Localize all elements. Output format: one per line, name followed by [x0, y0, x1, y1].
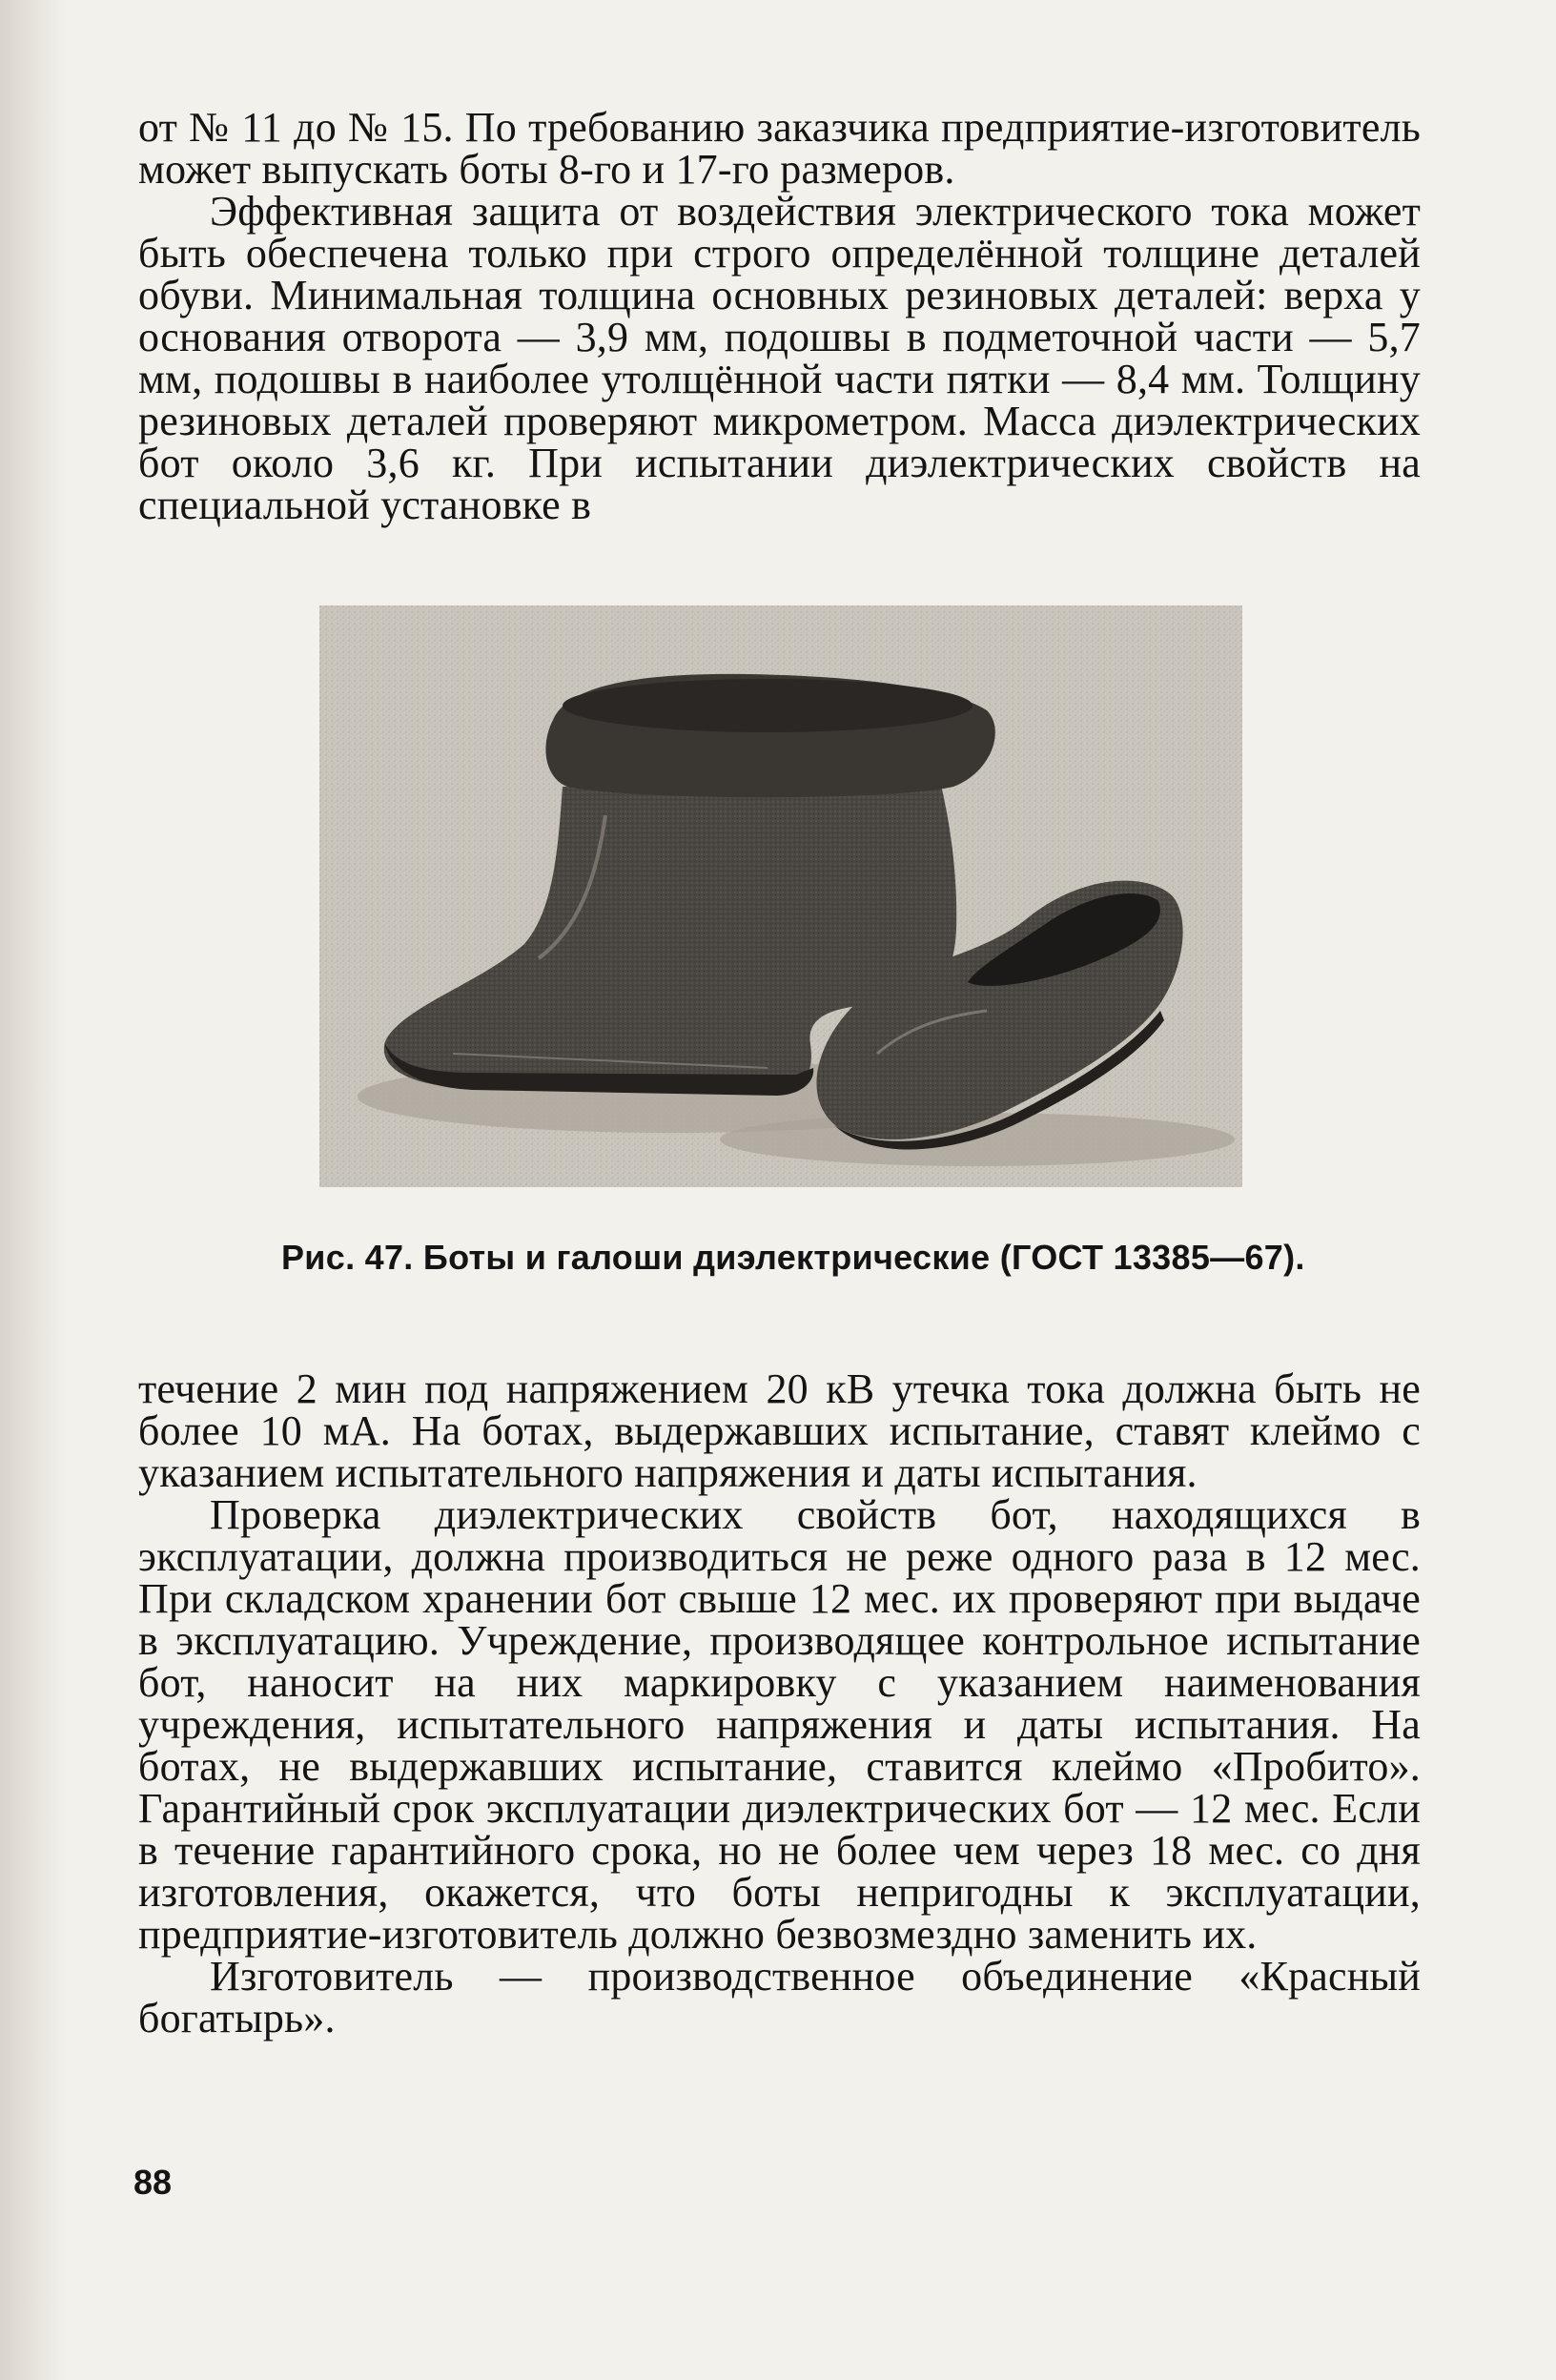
paragraph: течение 2 мин под напряжением 20 кВ утечка тока должна быть не более 10 мА. На ботах, выдержавших испытание, ставят клеймо с указанием испытательного напряжения и даты испытания.	[138, 1365, 1421, 1496]
figure-caption: Рис. 47. Боты и галоши диэлектрические (ГОСТ 13385—67).	[281, 1238, 1305, 1277]
paragraph: Эффективная защита от воздействия электрического тока может быть обеспечена только при строго определённой толщине деталей обуви. Минимальная толщина основных резиновых деталей: верха у основания отворота — 3,9 мм, подошвы в подметочной части — 5,7 мм, подошвы в наиболее утолщённой части пятки — 8,4 мм. Толщину резиновых деталей проверяют микрометром. Масса диэлектрических бот около 3,6 кг. При испытании диэлектрических свойств на специальной установке в	[138, 188, 1421, 528]
text-block-top	[138, 104, 1421, 528]
text-block-bottom	[138, 1365, 1421, 2041]
page-number: 88	[133, 2163, 173, 2202]
paragraph: Проверка диэлектрических свойств бот, находящихся в эксплуатации, должна производиться не реже одного раза в 12 мес. При складском хранении бот свыше 12 мес. их проверяют при выдаче в эксплуатацию. Учреждение, производящее контрольное испытание бот, наносит на них маркировку с указанием наименования учреждения, испытательного напряжения и даты испытания. На ботах, не выдержавших испытание, ставится клеймо «Пробито». Гарантийный срок эксплуатации диэлектрических бот — 12 мес. Если в течение гарантийного срока, но не более чем через 18 мес. со дня изготовления, окажется, что боты непригодны к эксплуатации, предприятие-изготовитель должно безвозмездно заменить их.	[138, 1491, 1421, 1958]
scan-margin-shadow	[0, 0, 67, 2380]
paragraph: от № 11 до № 15. По требованию заказчика предприятие-изготовитель может выпускать боты 8-го и 17-го размеров.	[138, 104, 1421, 193]
boots-and-galoshes-illustration	[319, 605, 1242, 1187]
paragraph: Изготовитель — производственное объединение «Красный богатырь».	[138, 1953, 1421, 2041]
figure-boots-galoshes-photo	[319, 605, 1242, 1187]
